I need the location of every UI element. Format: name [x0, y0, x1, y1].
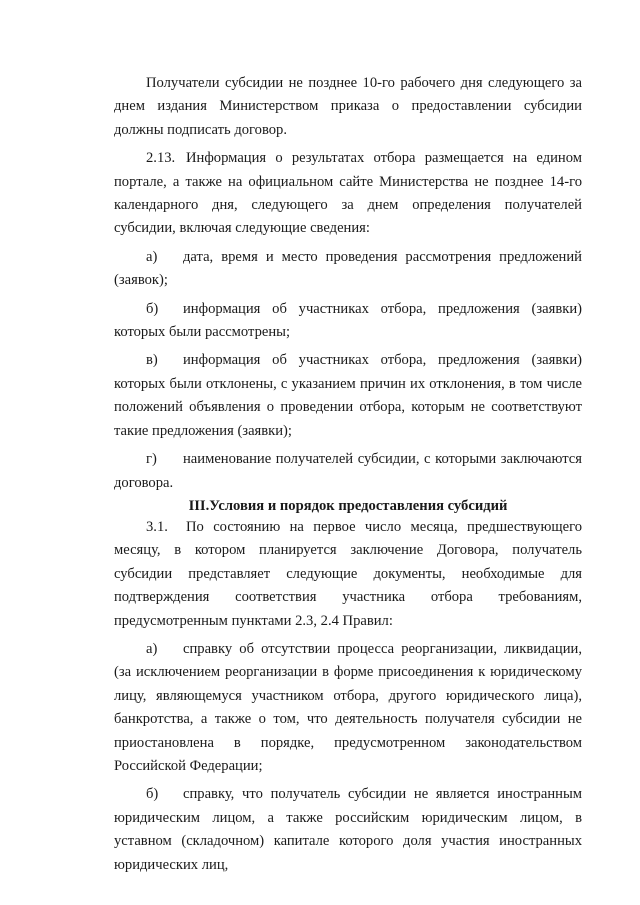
list-item-text: информация об участниках отбора, предложения (заявки) которых были отклонены, с указанием причин их отклонения, в том числе положений объявления о проведении отбора, которым не соответствуют такие предложения (заявки);: [114, 352, 582, 439]
list-item: [114, 246, 582, 293]
list-item-text: справку, что получатель субсидии не является иностранным юридическим лицом, а также российским юридическим лицом, в уставном (складочном) капитале которого доля участия иностранных юридических лиц,: [114, 786, 582, 873]
clause-number: 3.1.: [146, 518, 168, 535]
clause-text: Информация о результатах отбора размещается на едином портале, а также на официальном сайте Министерства не позднее 14-го календарного дня, следующего за днем определения получателей субсидии, включая следующие сведения:: [114, 150, 582, 237]
section-heading: III.Условия и порядок предоставления субсидий: [188, 497, 508, 514]
list-item-text: дата, время и место проведения рассмотрения предложений (заявок);: [114, 248, 582, 289]
list-item-text: справку об отсутствии процесса реорганизации, ликвидации, (за исключением реорганизации в форме присоединения к юридическому лицу, являющемуся участником отбора, другого юридического лица), банкротства, а также о том, что деятельность получателя субсидии не приостановлена в порядке, предусмотренном законодательством Российской Федерации;: [114, 640, 582, 774]
list-item: [114, 298, 582, 345]
clause-3-1-list: [114, 638, 582, 877]
list-item: [114, 448, 582, 495]
clause-2-13: [114, 147, 582, 241]
clause-number: 2.13.: [146, 150, 176, 167]
list-item: [114, 349, 582, 443]
list-item: [114, 783, 582, 877]
list-item-marker: г): [146, 451, 157, 468]
list-item-marker: б): [146, 786, 159, 803]
list-item-marker: в): [146, 352, 158, 369]
document-page: [114, 72, 582, 882]
clause-2-13-list: [114, 246, 582, 495]
list-item-marker: а): [146, 248, 158, 265]
clause-text: По состоянию на первое число месяца, предшествующего месяцу, в котором планируется заключение Договора, получатель субсидии представляет следующие документы, необходимые для подтверждения соответствия участника отбора требованиям, предусмотренным пунктами 2.3, 2.4 Правил:: [114, 518, 582, 629]
list-item-marker: б): [146, 300, 159, 317]
list-item-marker: а): [146, 640, 158, 657]
clause-3-1: [114, 516, 582, 633]
list-item: [114, 638, 582, 778]
list-item-text: наименование получателей субсидии, с которыми заключаются договора.: [114, 451, 582, 491]
paragraph-recipients: Получатели субсидии не позднее 10-го рабочего дня следующего за днем издания Министерством приказа о предоставлении субсидии должны подписать договор.: [114, 75, 582, 138]
list-item-text: информация об участниках отбора, предложения (заявки) которых были рассмотрены;: [114, 300, 582, 341]
